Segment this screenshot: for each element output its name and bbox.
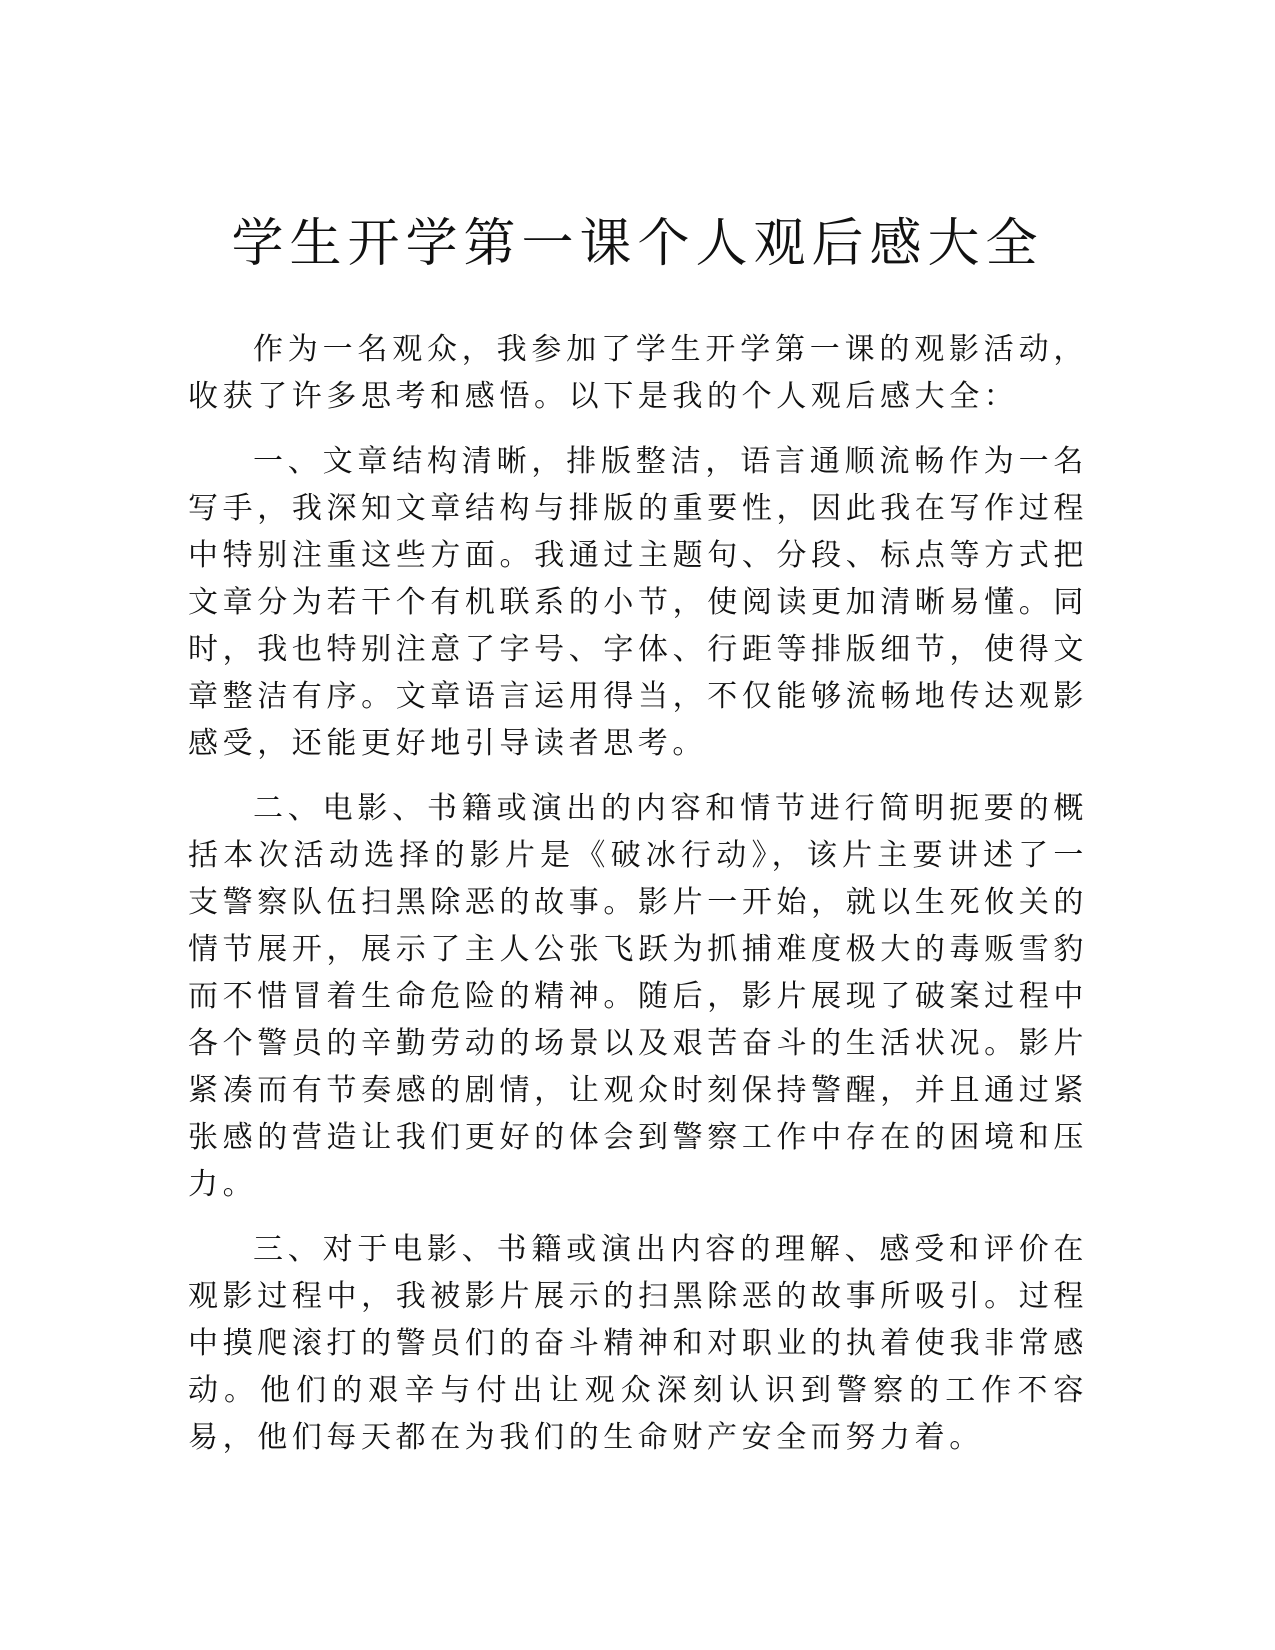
paragraph-section-3: 三、对于电影、书籍或演出内容的理解、感受和评价在观影过程中，我被影片展示的扫黑除恶的故事所吸引。过程中摸爬滚打的警员们的奋斗精神和对职业的执着使我非常感动。他们的艰辛与付出让观众深刻认识到警察的工作不容易，他们每天都在为我们的生命财产安全而努力着。: [188, 1232, 1088, 1455]
document-title: 学生开学第一课个人观后感大全: [231, 214, 1044, 274]
document-body: [188, 326, 1088, 1479]
paragraph-intro: 作为一名观众，我参加了学生开学第一课的观影活动，收获了许多思考和感悟。以下是我的个人观后感大全：: [188, 332, 1088, 414]
paragraph-section-1: 一、文章结构清晰，排版整洁，语言通顺流畅作为一名写手，我深知文章结构与排版的重要性，因此我在写作过程中特别注重这些方面。我通过主题句、分段、标点等方式把文章分为若干个有机联系的小节，使阅读更加清晰易懂。同时，我也特别注意了字号、字体、行距等排版细节，使得文章整洁有序。文章语言运用得当，不仅能够流畅地传达观影感受，还能更好地引导读者思考。: [188, 444, 1088, 761]
paragraph-section-2: 二、电影、书籍或演出的内容和情节进行简明扼要的概括本次活动选择的影片是《破冰行动》，该片主要讲述了一支警察队伍扫黑除恶的故事。影片一开始，就以生死攸关的情节展开，展示了主人公张飞跃为抓捕难度极大的毒贩雪豹而不惜冒着生命危险的精神。随后，影片展现了破案过程中各个警员的辛勤劳动的场景以及艰苦奋斗的生活状况。影片紧凑而有节奏感的剧情，让观众时刻保持警醒，并且通过紧张感的营造让我们更好的体会到警察工作中存在的困境和压力。: [188, 791, 1088, 1202]
